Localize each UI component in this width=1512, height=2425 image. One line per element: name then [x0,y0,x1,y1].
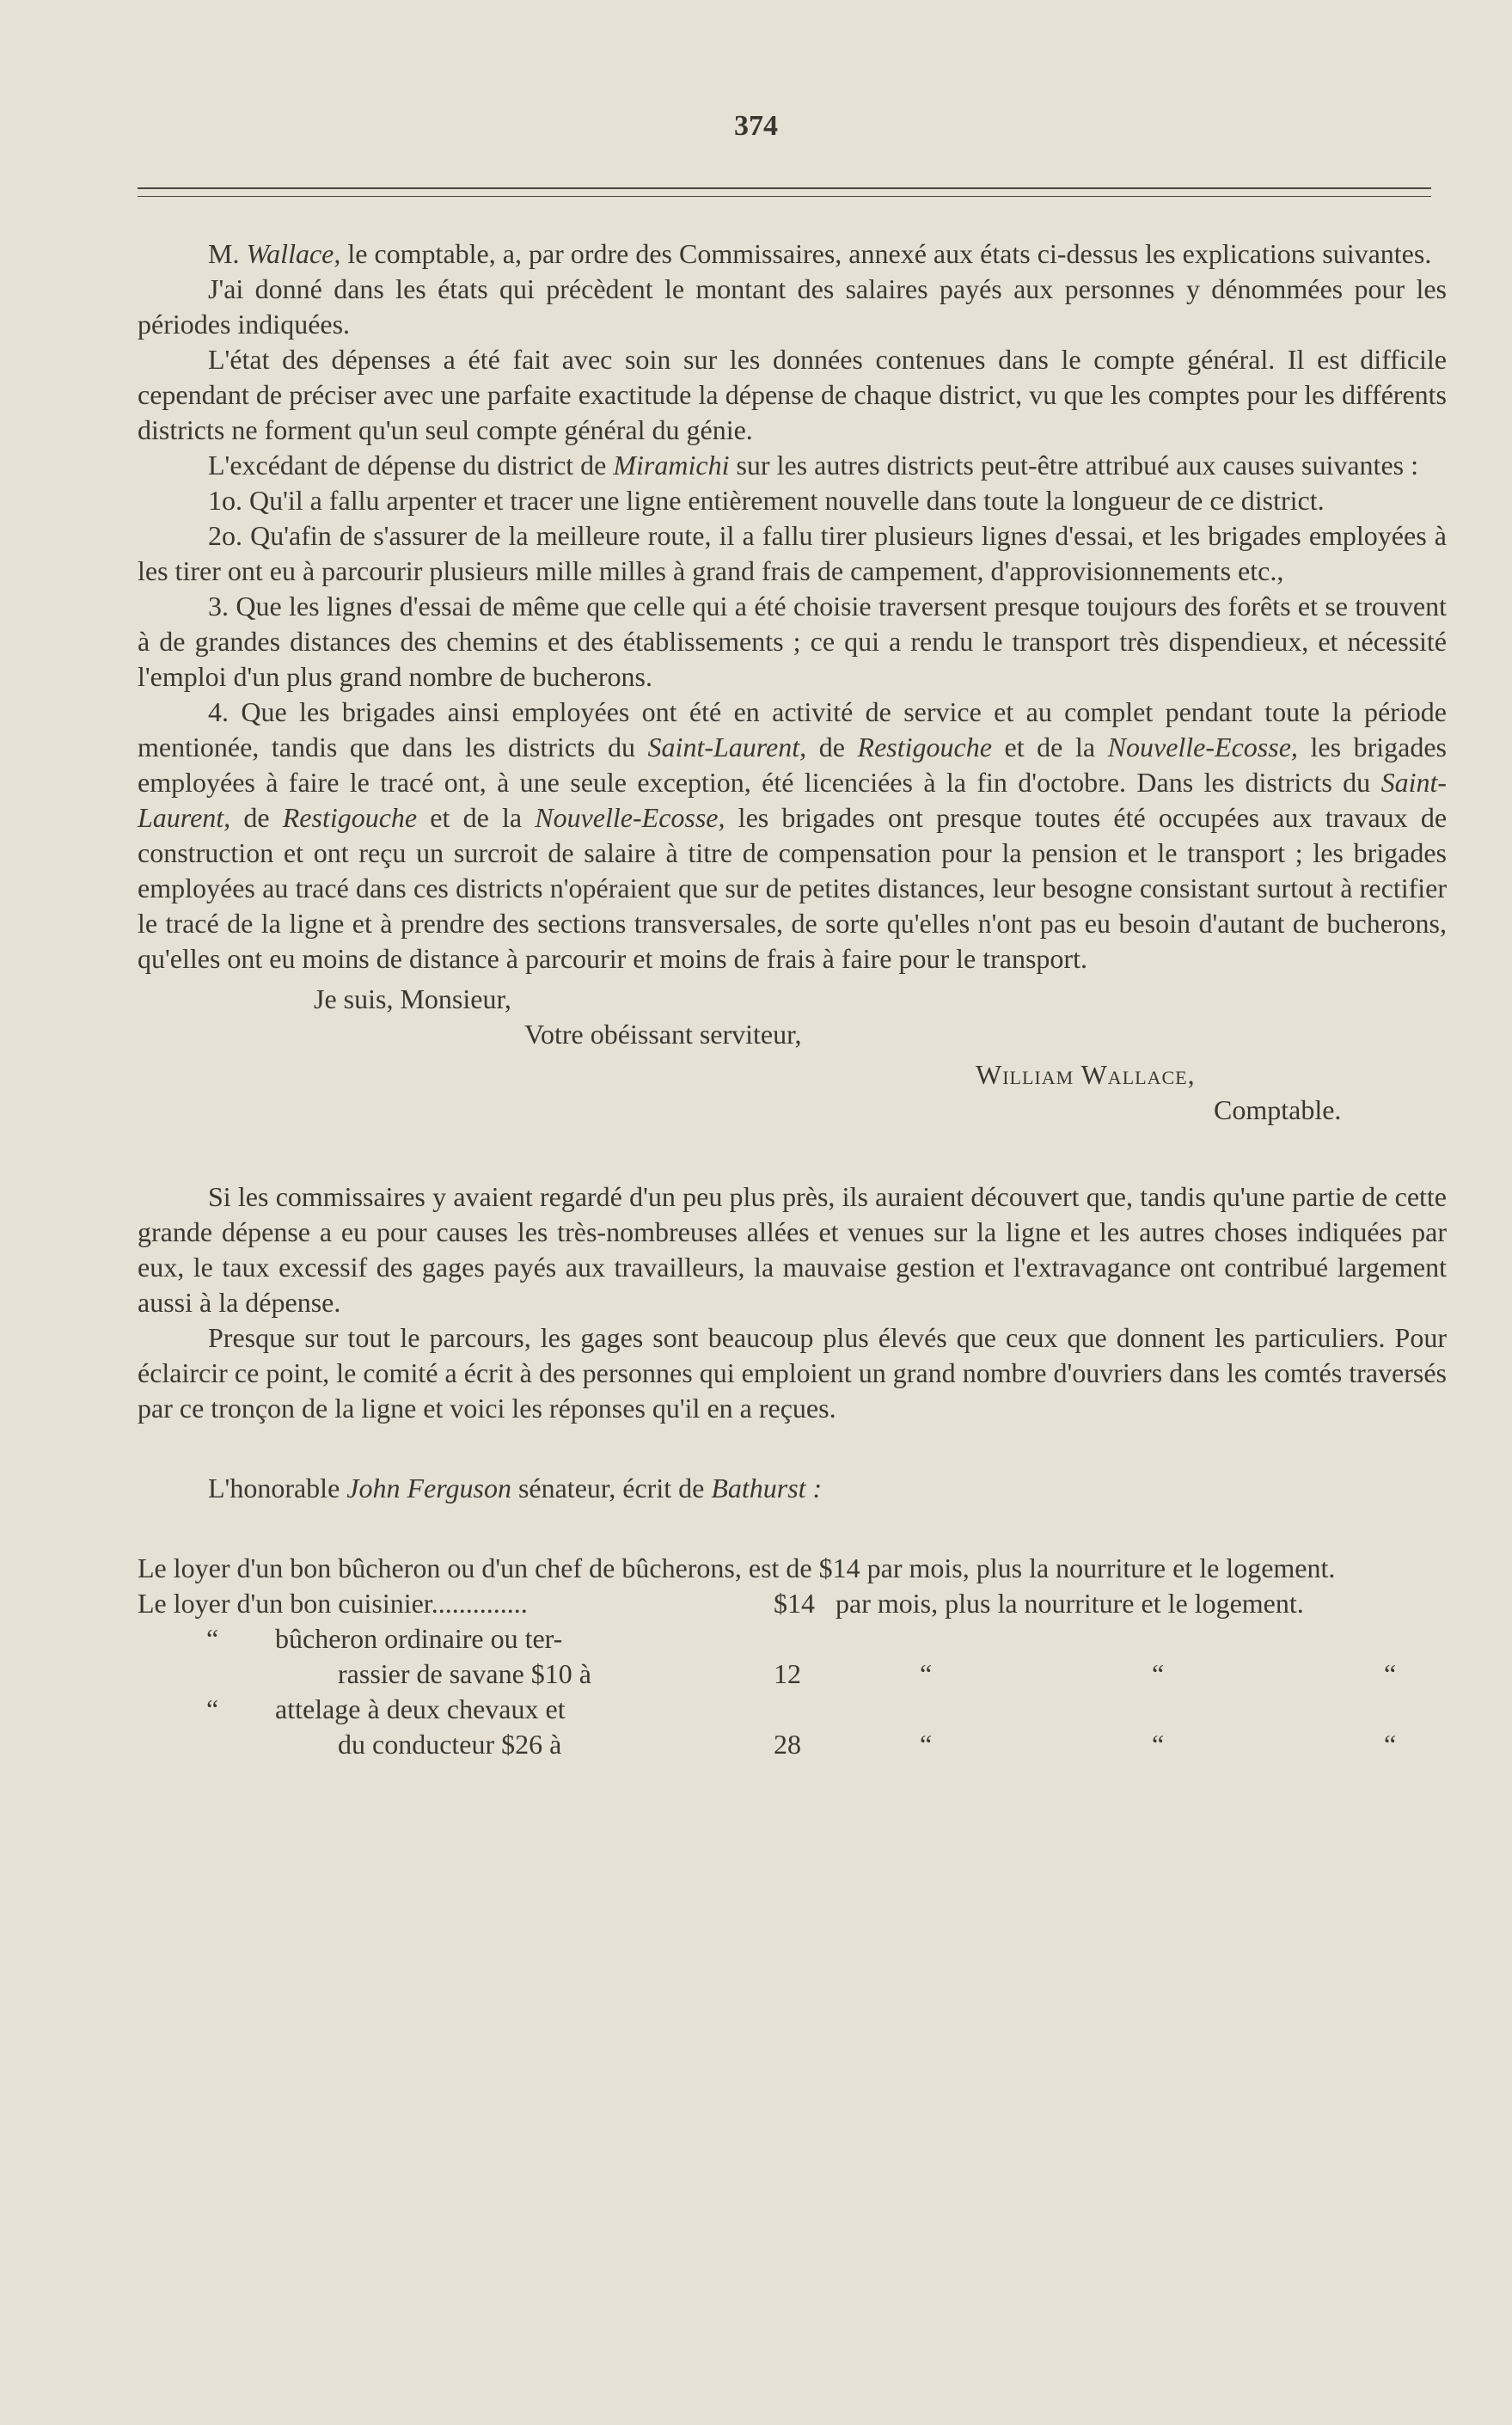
person-name: Wallace, [246,238,341,269]
rate-amount: 28 [774,1729,801,1760]
place-name: Nouvelle-Ecosse, [1107,732,1298,762]
place-name: Restigouche [857,732,992,762]
text-fragment: et de la [417,802,536,833]
closing-salutation: Je suis, Monsieur, [314,983,511,1014]
text-fragment: les brigades employées à faire le tracé ont, à une seule exception, été licenciées à la fin d'octobre. Dans les districts du [138,732,1448,798]
commentary-paragraph-2: Presque sur tout le parcours, les gages sont beaucoup plus élevés que ceux que donnent les particuliers. Pour éclaircir ce point, le comité a écrit à des personnes qui emploient un grand nombre d'ouvriers dans les comtés traversés par ce tronçon de la ligne et voici les réponses qu'il en a reçues. [138,1322,1447,1424]
place-name: Nouvelle-Ecosse, [535,802,725,833]
place-name: Bathurst : [711,1473,823,1503]
text-fragment: les brigades ont presque toutes été occupées aux travaux de construction et ont reçu un surcroit de salaire à titre de compensation pour la pension et le transport ; les brigades employées au tracé dans ces districts n'opéraient que sur de petites distances, leur besogne consistant surtout à rectifier le tracé de la ligne et à prendre des sections transversales, de sorte qu'elles n'ont pas eu besoin d'autant de bucherons, qu'elles ont eu moins de distance à parcourir et moins de frais à faire pour le transport. [138,802,1448,974]
text-fragment: sénateur, écrit de [511,1473,712,1503]
rate-terms: par mois, plus la nourriture et le logement. [836,1588,1304,1619]
commentary-paragraph-1: Si les commissaires y avaient regardé d'un peu plus près, ils auraient découvert que, tandis qu'une partie de cette grande dépense a eu pour causes les très-nombreuses allées et venues sur la ligne et les autres choses indiquées par eux, le taux excessif des gages payés aux travailleurs, la mauvaise gestion et l'extravagance ont contribué largement aussi à la dépense. [138,1181,1447,1318]
ditto-mark: “ [1384,1729,1397,1760]
page-body [138,236,1447,1762]
rate-amount-col [774,1621,920,1692]
ditto-columns [920,1692,1396,1762]
intro-paragraph-4 [138,448,1447,483]
rate-description [275,1621,774,1692]
place-name: Saint-Laurent, [647,732,807,762]
text-fragment: rassier de savane $10 à [338,1658,591,1689]
rate-description [275,1692,774,1762]
ditto-columns [920,1621,1396,1692]
spacer [138,1128,1447,1179]
ditto-mark: “ [1152,1729,1165,1760]
text-fragment: L'honorable [208,1473,347,1503]
person-name: John Ferguson [346,1473,511,1503]
rate-label: Le loyer d'un bon cuisinier.............. [138,1588,528,1619]
text-fragment: le comptable, a, par ordre des Commissaires, annexé aux états ci-dessus les explications suivantes. [340,238,1432,269]
intro-paragraph-3: L'état des dépenses a été fait avec soin sur les données contenues dans le compte général. Il est difficile cependant de préciser avec une parfaite exactitude la dépense de chaque district, vu que les comptes pour les différents districts ne forment qu'un seul compte général du génie. [138,344,1447,445]
place-name: Saint-Laurent, [138,767,1447,833]
text-fragment: M. [208,238,247,269]
signature: William Wallace, [976,1059,1196,1090]
text-fragment: attelage à deux chevaux et [275,1693,566,1724]
header-rule [138,187,1431,189]
intro-paragraph-2: J'ai donné dans les états qui précèdent le montant des salaires payés aux personnes y dénommées pour les périodes indiquées. [138,273,1447,340]
rate-row-team [138,1692,1447,1762]
cause-4 [138,695,1447,977]
ditto-mark: “ [1152,1658,1165,1689]
signature-title: Comptable. [1214,1094,1342,1125]
text-fragment: 4. Que les brigades ainsi employées ont été en activité de service et au complet pendant toute la période mentionée, tandis que dans les districts du [138,696,1447,762]
letter-closing [138,982,1447,1128]
ditto-mark: “ [1384,1658,1397,1689]
page-number: 374 [734,110,778,142]
wage-rates [138,1551,1447,1762]
rate-amount: 12 [774,1658,801,1689]
ditto-mark: “ [206,1693,219,1724]
header-rule-thin [138,196,1431,197]
text-fragment: du conducteur $26 à [338,1729,562,1760]
ditto-mark: “ [920,1658,933,1689]
closing-servant: Votre obéissant serviteur, [524,1019,802,1050]
place-name: Restigouche [282,802,418,833]
cause-1: 1o. Qu'il a fallu arpenter et tracer une ligne entièrement nouvelle dans toute la longueur de ce district. [208,485,1325,516]
ditto-mark: “ [920,1729,933,1760]
text-fragment: de [806,732,858,762]
text-fragment: de [230,802,283,833]
ferguson-line [138,1471,1447,1506]
rate-amount-col [774,1692,920,1762]
text-fragment: bûcheron ordinaire ou ter- [275,1623,563,1654]
spacer [138,1426,1447,1471]
place-name: Miramichi [613,450,730,481]
cause-2: 2o. Qu'afin de s'assurer de la meilleure route, il a fallu tirer plusieurs lignes d'essai, et les brigades employées à les tirer ont eu à parcourir plusieurs mille milles à grand frais de campement, d'approvisionnements etc., [138,520,1447,586]
rate-intro: Le loyer d'un bon bûcheron ou d'un chef de bûcherons, est de $14 par mois, plus la nourriture et le logement. [138,1552,1336,1583]
ditto-mark: “ [206,1623,219,1654]
text-fragment: sur les autres districts peut-être attribué aux causes suivantes : [729,450,1418,481]
rate-amount: $14 [774,1588,815,1619]
cause-3: 3. Que les lignes d'essai de même que celle qui a été choisie traversent presque toujours des forêts et se trouvent à de grandes distances des chemins et des établissements ; ce qui a rendu le transport très dispendieux, et nécessité l'emploi d'un plus grand nombre de bucherons. [138,591,1447,692]
rate-row-cook [138,1586,1447,1621]
spacer [138,1506,1447,1551]
rate-row-woodcutter [138,1621,1447,1692]
text-fragment: L'excédant de dépense du district de [208,450,614,481]
intro-paragraph-1 [138,236,1447,272]
text-fragment: et de la [991,732,1108,762]
